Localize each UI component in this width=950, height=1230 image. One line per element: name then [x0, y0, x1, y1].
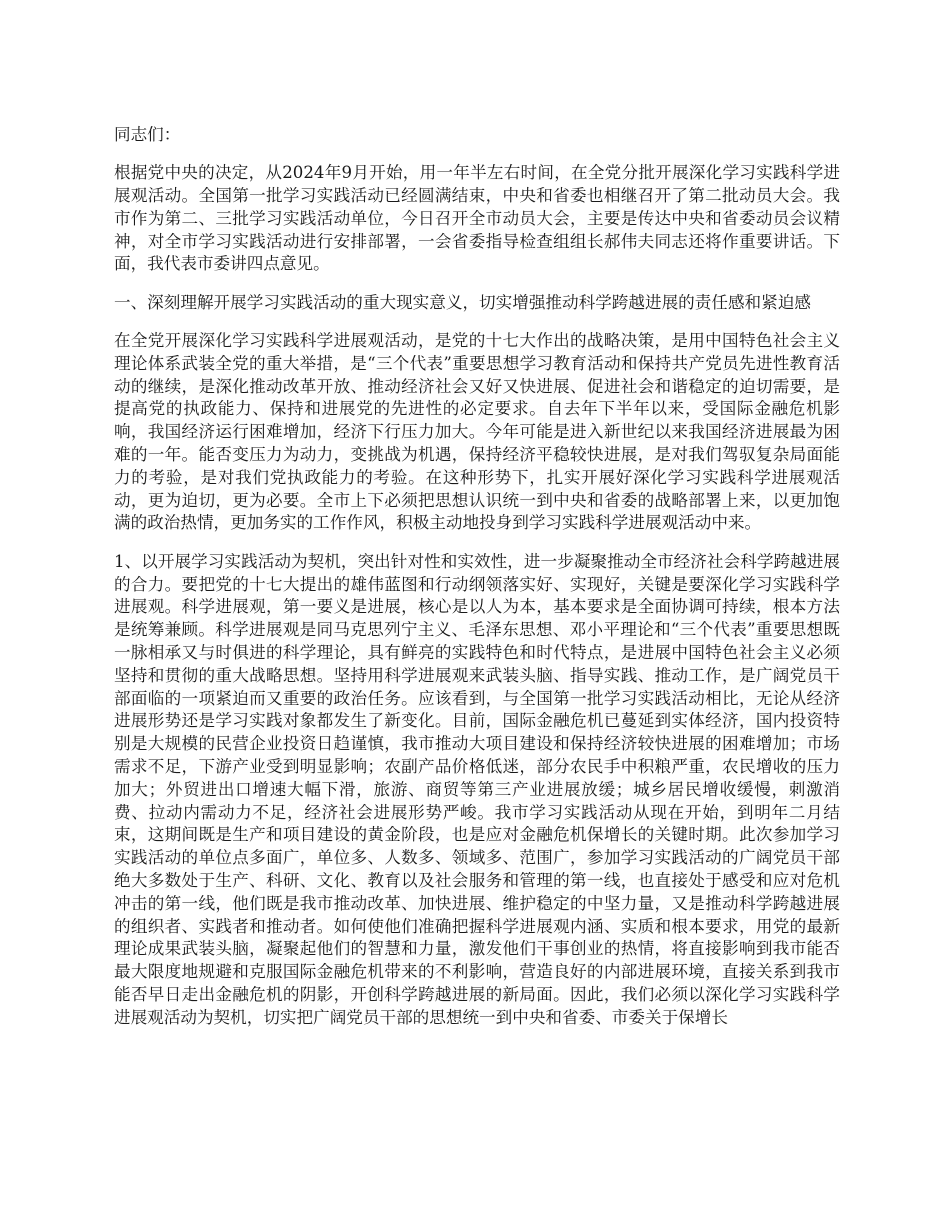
document-page — [114, 124, 840, 1045]
section-heading-1: 一、深刻理解开展学习实践活动的重大现实意义，切实增强推动科学跨越进展的责任感和紧迫感 — [114, 292, 811, 312]
salutation: 同志们： — [114, 125, 181, 144]
intro-paragraph: 根据党中央的决定，从2024年9月开始，用一年半左右时间，在全党分批开展深化学习实践科学进展观活动。全国第一批学习实践活动已经圆满结束，中央和省委也相继召开了第二批动员大会。我市作为第二、三批学习实践活动单位，今日召开全市动员大会，主要是传达中央和省委动员会议精神，对全市学习实践活动进行安排部署，一会省委指导检查组组长郝伟夫同志还将作重要讲话。下面，我代表市委讲四点意见。 — [114, 163, 840, 274]
body-paragraph: 在全党开展深化学习实践科学进展观活动，是党的十七大作出的战略决策，是用中国特色社会主义理论体系武装全党的重大举措，是“三个代表”重要思想学习教育活动和保持共产党员先进性教育活动的继续，是深化推动改革开放、推动经济社会又好又快进展、促进社会和谐稳定的迫切需要，是提高党的执政能力、保持和进展党的先进性的必定要求。自去年下半年以来，受国际金融危机影响，我国经济运行困难增加，经济下行压力加大。今年可能是进入新世纪以来我国经济进展最为困难的一年。能否变压力为动力，变挑战为机遇，保持经济平稳较快进展，是对我们驾驭复杂局面能力的考验，是对我们党执政能力的考验。在这种形势下，扎实开展好深化学习实践科学进展观活动，更为迫切，更为必要。全市上下必须把思想认识统一到中央和省委的战略部署上来，以更加饱满的政治热情，更加务实的工作作风，积极主动地投身到学习实践科学进展观活动中来。 — [114, 331, 840, 533]
body-paragraph: 1、以开展学习实践活动为契机，突出针对性和实效性，进一步凝聚推动全市经济社会科学跨越进展的合力。要把党的十七大提出的雄伟蓝图和行动纲领落实好、实现好，关键是要深化学习实践科学进展观。科学进展观，第一要义是进展，核心是以人为本，基本要求是全面协调可持续，根本方法是统筹兼顾。科学进展观是同马克思列宁主义、毛泽东思想、邓小平理论和“三个代表”重要思想既一脉相承又与时俱进的科学理论，具有鲜亮的实践特色和时代特点，是进展中国特色社会主义必须坚持和贯彻的重大战略思想。坚持用科学进展观来武装头脑、指导实践、推动工作，是广阔党员干部面临的一项紧迫而又重要的政治任务。应该看到，与全国第一批学习实践活动相比，无论从经济进展形势还是学习实践对象都发生了新变化。目前，国际金融危机已蔓延到实体经济，国内投资特别是大规模的民营企业投资日趋谨慎，我市推动大项目建设和保持经济较快进展的困难增加；市场需求不足，下游产业受到明显影响；农副产品价格低迷，部分农民手中积粮严重，农民增收的压力加大；外贸进出口增速大幅下滑，旅游、商贸等第三产业进展放缓；城乡居民增收缓慢，刺激消费、拉动内需动力不足，经济社会进展形势严峻。我市学习实践活动从现在开始，到明年二月结束，这期间既是生产和项目建设的黄金阶段，也是应对金融危机保增长的关键时期。此次参加学习实践活动的单位点多面广，单位多、人数多、领域多、范围广，参加学习实践活动的广阔党员干部绝大多数处于生产、科研、文化、教育以及社会服务和管理的第一线，也直接处于感受和应对危机冲击的第一线，他们既是我市推动改革、加快进展、维护稳定的中坚力量，又是推动科学跨越进展的组织者、实践者和推动者。如何使他们准确把握科学进展观内涵、实质和根本要求，用党的最新理论成果武装头脑，凝聚起他们的智慧和力量，激发他们干事创业的热情，将直接影响到我市能否最大限度地规避和克服国际金融危机带来的不利影响，营造良好的内部进展环境，直接关系到我市能否早日走出金融危机的阴影，开创科学跨越进展的新局面。因此，我们必须以深化学习实践科学进展观活动为契机，切实把广阔党员干部的思想统一到中央和省委、市委关于保增长 — [114, 551, 840, 1027]
